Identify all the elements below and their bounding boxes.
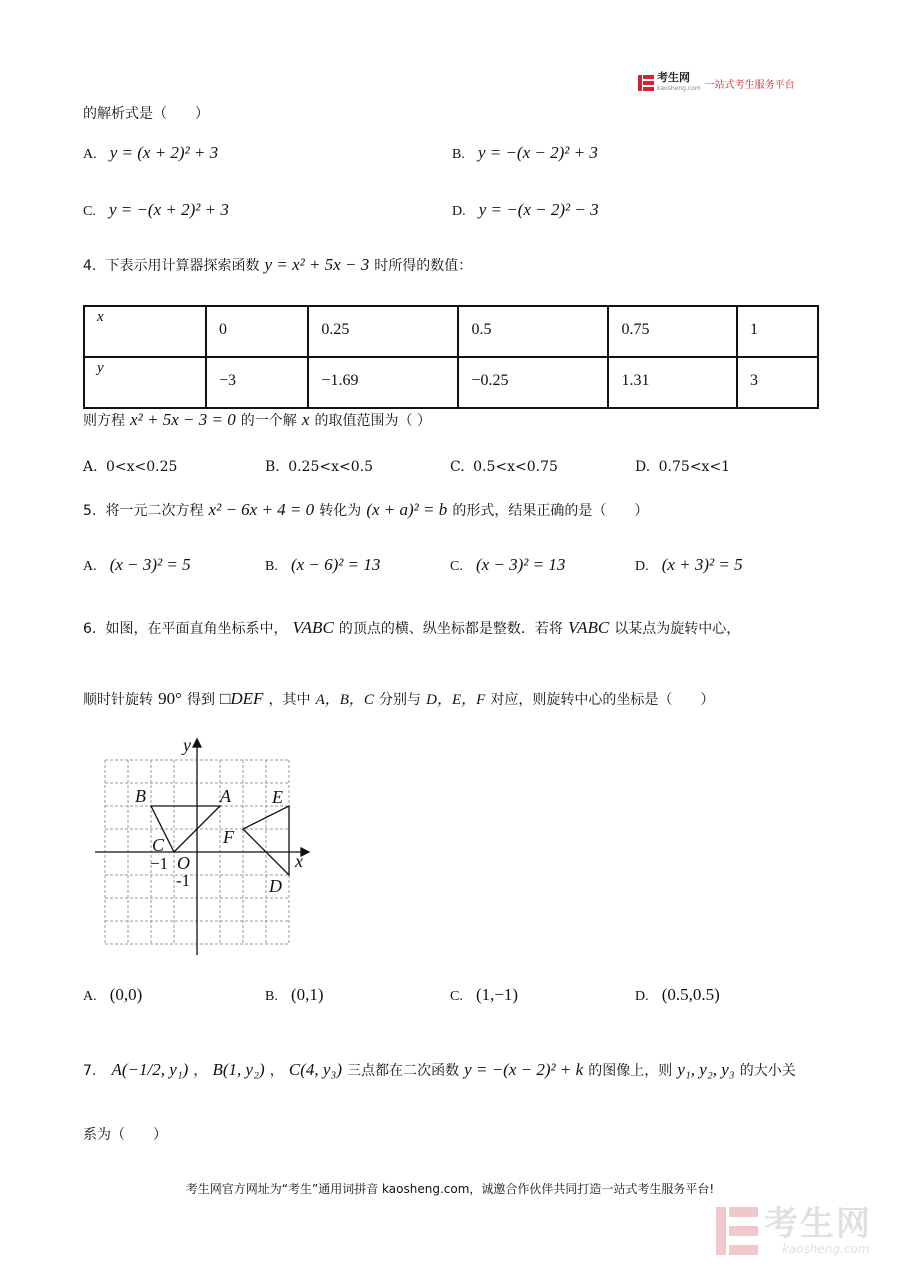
q4-option-b xyxy=(265,459,373,475)
option-text: 0<x<0.25 xyxy=(106,459,178,475)
option-expr: (x − 3)² = 13 xyxy=(475,555,566,574)
q4-follow-before: 则方程 xyxy=(83,413,125,429)
q6-line1-a: 如图，在平面直角坐标系中， xyxy=(105,621,288,637)
q6-line2-e: 分别与 xyxy=(379,692,422,708)
point-label-f: F xyxy=(223,827,234,847)
q3-option-b xyxy=(452,143,598,163)
header-slogan: 一站式考生服务平台 xyxy=(704,79,795,91)
q7-sep: ， xyxy=(193,1063,208,1079)
q7-function: y = −(x − 2)² + k xyxy=(464,1060,584,1079)
option-label: D. xyxy=(635,989,649,1004)
table-cell: 3 xyxy=(737,357,818,408)
point-label-b: B xyxy=(135,786,146,806)
option-label: B. xyxy=(265,989,278,1004)
question-number: 7. xyxy=(83,1063,97,1079)
q6-line2 xyxy=(83,688,714,709)
table-row xyxy=(84,357,818,408)
point-label-o: O xyxy=(177,853,190,873)
q5-stem-mid: 转化为 xyxy=(319,503,362,519)
option-expr: (x − 6)² = 13 xyxy=(290,555,381,574)
q4-function: y = x² + 5x − 3 xyxy=(264,255,370,274)
q7-stem-after: 的图像上，则 xyxy=(588,1063,673,1079)
axes xyxy=(95,739,309,955)
watermark-name: 考生网 xyxy=(764,1204,872,1244)
q6-points-def: D，E，F xyxy=(426,692,486,708)
option-label: B. xyxy=(265,459,280,475)
question-number: 4. xyxy=(83,258,97,274)
option-label: D. xyxy=(635,559,649,574)
question-number: 6. xyxy=(83,621,97,637)
tick-label-neg1-y: -1 xyxy=(176,871,191,890)
question-number: 5. xyxy=(83,503,97,519)
point-label-a: A xyxy=(220,786,231,806)
option-expr: (1,−1) xyxy=(475,985,519,1004)
axis-label-y: y xyxy=(183,735,191,755)
q4-option-d xyxy=(635,459,730,475)
q3-stem-tail: 的解析式是（ ） xyxy=(83,106,209,122)
option-text: 0.5<x<0.75 xyxy=(473,459,558,475)
q4-stem-before: 下表示用计算器探索函数 xyxy=(105,258,260,274)
logo-domain: kaosheng.com xyxy=(657,85,701,92)
q5-option-a xyxy=(83,555,191,575)
q4-follow-var: x xyxy=(301,410,310,429)
option-label: C. xyxy=(450,559,463,574)
q7-line2: 系为（ ） xyxy=(83,1127,167,1143)
option-label: A. xyxy=(83,989,97,1004)
table-cell: −1.69 xyxy=(308,357,458,408)
table-cell: 0.5 xyxy=(458,306,608,357)
option-label: A. xyxy=(83,459,98,475)
option-label: C. xyxy=(450,989,463,1004)
watermark xyxy=(716,1206,872,1256)
q4-stem xyxy=(83,255,472,275)
q5-stem-after: 的形式，结果正确的是（ ） xyxy=(452,503,649,519)
logo-icon xyxy=(638,75,654,91)
footer-text: 考生网官方网址为“考生”通用词拼音 kaosheng.com，诚邀合作伙伴共同打造一站式考生服务平台! xyxy=(185,1182,715,1196)
logo-name: 考生网 xyxy=(657,71,690,84)
option-text: 0.25<x<0.5 xyxy=(288,459,373,475)
option-label: A. xyxy=(83,147,97,162)
q6-line1 xyxy=(83,618,740,638)
q4-stem-after: 时所得的数值： xyxy=(374,258,473,274)
table-cell: −3 xyxy=(206,357,308,408)
q5-stem-before: 将一元二次方程 xyxy=(105,503,204,519)
option-label: B. xyxy=(452,147,465,162)
q4-follow-after: 的取值范围为（ ） xyxy=(314,413,431,429)
table-cell: 1 xyxy=(737,306,818,357)
point-label-c: C xyxy=(152,835,165,855)
point-label-d: D xyxy=(269,876,282,896)
option-text: 0.75<x<1 xyxy=(658,459,731,475)
q6-points-abc: A，B，C xyxy=(315,692,374,708)
table-cell: y xyxy=(84,357,206,408)
q6-line2-b: 得到 xyxy=(187,692,215,708)
q6-option-c xyxy=(450,985,518,1005)
q6-option-d xyxy=(635,985,720,1005)
axis-label-x: x xyxy=(295,851,303,871)
q4-option-a xyxy=(83,459,177,475)
option-expr: (0,1) xyxy=(290,985,324,1004)
q6-line2-a: 顺时针旋转 xyxy=(83,692,153,708)
option-expr: (x − 3)² = 5 xyxy=(109,555,191,574)
table-row xyxy=(84,306,818,357)
option-expr: (0.5,0.5) xyxy=(661,985,720,1004)
q3-option-c xyxy=(83,200,229,220)
watermark-domain: kaosheng.com xyxy=(782,1242,870,1256)
watermark-text xyxy=(764,1206,872,1256)
q6-option-b xyxy=(265,985,324,1005)
q3-option-d xyxy=(452,200,599,220)
tick-label-neg1-x: −1 xyxy=(150,854,169,873)
q7-point-c: C(4, y₃) xyxy=(288,1060,342,1079)
q5-option-c xyxy=(450,555,565,575)
q6-line2-g: 对应，则旋转中心的坐标是（ ） xyxy=(490,692,715,708)
header-logo xyxy=(638,72,795,94)
q6-line1-b: 的顶点的横、纵坐标都是整数．若将 xyxy=(338,621,563,637)
option-label: C. xyxy=(83,204,96,219)
option-expr: (0,0) xyxy=(109,985,143,1004)
table-cell: −0.25 xyxy=(458,357,608,408)
q6-angle: 90° xyxy=(158,689,182,708)
q6-option-a xyxy=(83,985,142,1005)
q4-follow-mid: 的一个解 xyxy=(240,413,297,429)
table-cell: x xyxy=(84,306,206,357)
q6-coordinate-figure xyxy=(95,735,325,957)
q7-stem-end: 的大小关 xyxy=(739,1063,796,1079)
table-cell: 0 xyxy=(206,306,308,357)
option-label: B. xyxy=(265,559,278,574)
q6-triangle-abc-2: VABC xyxy=(567,618,610,637)
option-label: C. xyxy=(450,459,465,475)
q7-point-a: A(−1/2, y₁) xyxy=(111,1060,189,1079)
option-label: D. xyxy=(635,459,651,475)
table-cell: 0.25 xyxy=(308,306,458,357)
option-expr: (x + 3)² = 5 xyxy=(661,555,743,574)
option-expr: y = −(x − 2)² − 3 xyxy=(478,200,599,219)
point-label-e: E xyxy=(272,787,283,807)
option-expr: y = −(x + 2)² + 3 xyxy=(108,200,229,219)
q5-option-d xyxy=(635,555,743,575)
table-cell: 0.75 xyxy=(608,306,737,357)
q3-option-a xyxy=(83,143,218,163)
q4-follow xyxy=(83,410,431,430)
table-cell: 1.31 xyxy=(608,357,737,408)
q7-stem-mid: 三点都在二次函数 xyxy=(347,1063,460,1079)
logo-text xyxy=(657,72,701,94)
watermark-logo-icon xyxy=(716,1207,758,1255)
option-label: A. xyxy=(83,559,97,574)
option-expr: y = −(x − 2)² + 3 xyxy=(477,143,598,162)
q7-vars: y₁, y₂, y₃ xyxy=(677,1060,735,1079)
q5-form: (x + a)² = b xyxy=(366,500,448,519)
q6-triangle-def: □DEF xyxy=(220,689,264,708)
q5-stem xyxy=(83,500,648,520)
q5-option-b xyxy=(265,555,380,575)
option-expr: y = (x + 2)² + 3 xyxy=(109,143,219,162)
q4-value-table xyxy=(83,305,819,409)
q7-sep: ， xyxy=(269,1063,284,1079)
q7-line1 xyxy=(83,1060,796,1080)
option-label: D. xyxy=(452,204,466,219)
q5-equation: x² − 6x + 4 = 0 xyxy=(208,500,315,519)
q6-triangle-abc: VABC xyxy=(292,618,334,637)
q7-point-b: B(1, y₂) xyxy=(212,1060,265,1079)
q6-line1-c: 以某点为旋转中心， xyxy=(614,621,741,637)
q4-option-c xyxy=(450,459,558,475)
q4-equation: x² + 5x − 3 = 0 xyxy=(130,410,236,429)
q6-line2-c: ，其中 xyxy=(268,692,311,708)
